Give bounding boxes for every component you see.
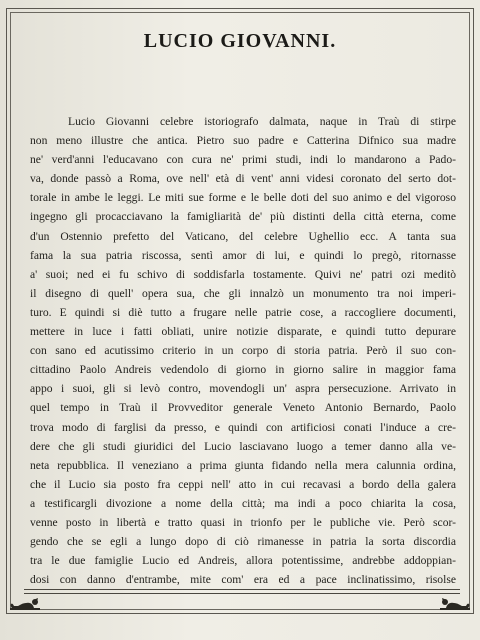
text-line: mettere in luce i fatti obliati, unire notizie disparate, e quindi tutto depurare (30, 325, 456, 339)
text-line: dosi con danno d'entrambe, mite com' era ed a pace inclinatissimo, risolse (30, 573, 456, 587)
text-line: appo i suoi, gli si levò contro, movendogli un' aspra persecuzione. Arrivato in (30, 382, 456, 396)
text-line: cittadino Paolo Andreis vedendolo di giorno in giorno salire in maggior fama (30, 363, 456, 377)
text-line: venne posto in libertà e tratto quasi in trionfo per le publiche vie. Però scor- (30, 515, 456, 529)
text-line: turo. E quindi si diè tutto a frugare nelle patrie cose, a raccogliere documenti, (30, 305, 456, 319)
text-line: va, donde passò a Roma, ove nell' età di vent' anni videsi coronato del serto dot- (30, 172, 456, 186)
text-line: tra le due famiglie Lucio ed Andreis, allora potentissime, andrebbe addoppian- (30, 554, 456, 568)
text-line: trova modo di farglisi da presso, e quindi con artificiosi conati l'induce a cre- (30, 420, 456, 434)
text-line: dere che gli studi giuridici del Lucio lasciavano luogo a temer danno alla ve- (30, 439, 456, 453)
text-line: torale in ambe le leggi. Le miti sue forme e le belle doti del suo animo e del vigoroso (30, 191, 456, 205)
sphinx-ornament-left-icon (8, 594, 42, 612)
text-line: quel tempo in Traù il Provveditor generale Veneto Antonio Bernardo, Paolo (30, 401, 456, 415)
text-line: a' suoi; ned ei fu schivo di soddisfarla tostamente. Quivi ne' patri ozi meditò (30, 267, 456, 281)
text-line: a testificargli divozione a nome della città; ma indi a poco chiarita la cosa, (30, 496, 456, 510)
bottom-rule-lower (24, 593, 460, 594)
text-line: Lucio Giovanni celebre istoriografo dalmata, naque in Traù di stirpe (68, 115, 456, 128)
text-line: ne' verd'anni l'educavano con cura ne' primi studi, indi lo mandarono a Pado- (30, 153, 456, 167)
text-line: il disegno di quell' opera sua, che gli innalzò un monumento tra noi imperi- (30, 286, 456, 300)
body-text (30, 112, 456, 589)
page-title: LUCIO GIOVANNI. (143, 30, 337, 52)
text-line: gendo che se egli a lungo dopo di ciò rimanesse in patria la sorta discordia (30, 535, 456, 549)
text-line: con sano ed acutissimo criterio in un corpo di storia patria. Però il suo con- (30, 344, 456, 358)
text-line: non meno illustre che antica. Pietro suo padre e Catterina Difnico sua madre (30, 134, 456, 148)
text-line: ingegno gli procacciavano la famigliarità de' più distinti della città eterna, come (30, 210, 456, 224)
sphinx-ornament-right-icon (438, 594, 472, 612)
text-line: fama la sua patria riscossa, sentì amor di lui, e quindi lo pregò, ritornasse (30, 248, 456, 262)
text-line: d'un Ostennio prefetto del Vaticano, del celebre Ughellio ecc. A tanta sua (30, 229, 456, 243)
text-line: che il Lucio sia posto fra ceppi nell' atto in cui recavasi a bordo della galera (30, 477, 456, 491)
text-line: neta repubblica. Il veneziano a prima giunta fidando nella mera calunnia ordina, (30, 458, 456, 472)
bottom-rule-upper (24, 589, 460, 590)
